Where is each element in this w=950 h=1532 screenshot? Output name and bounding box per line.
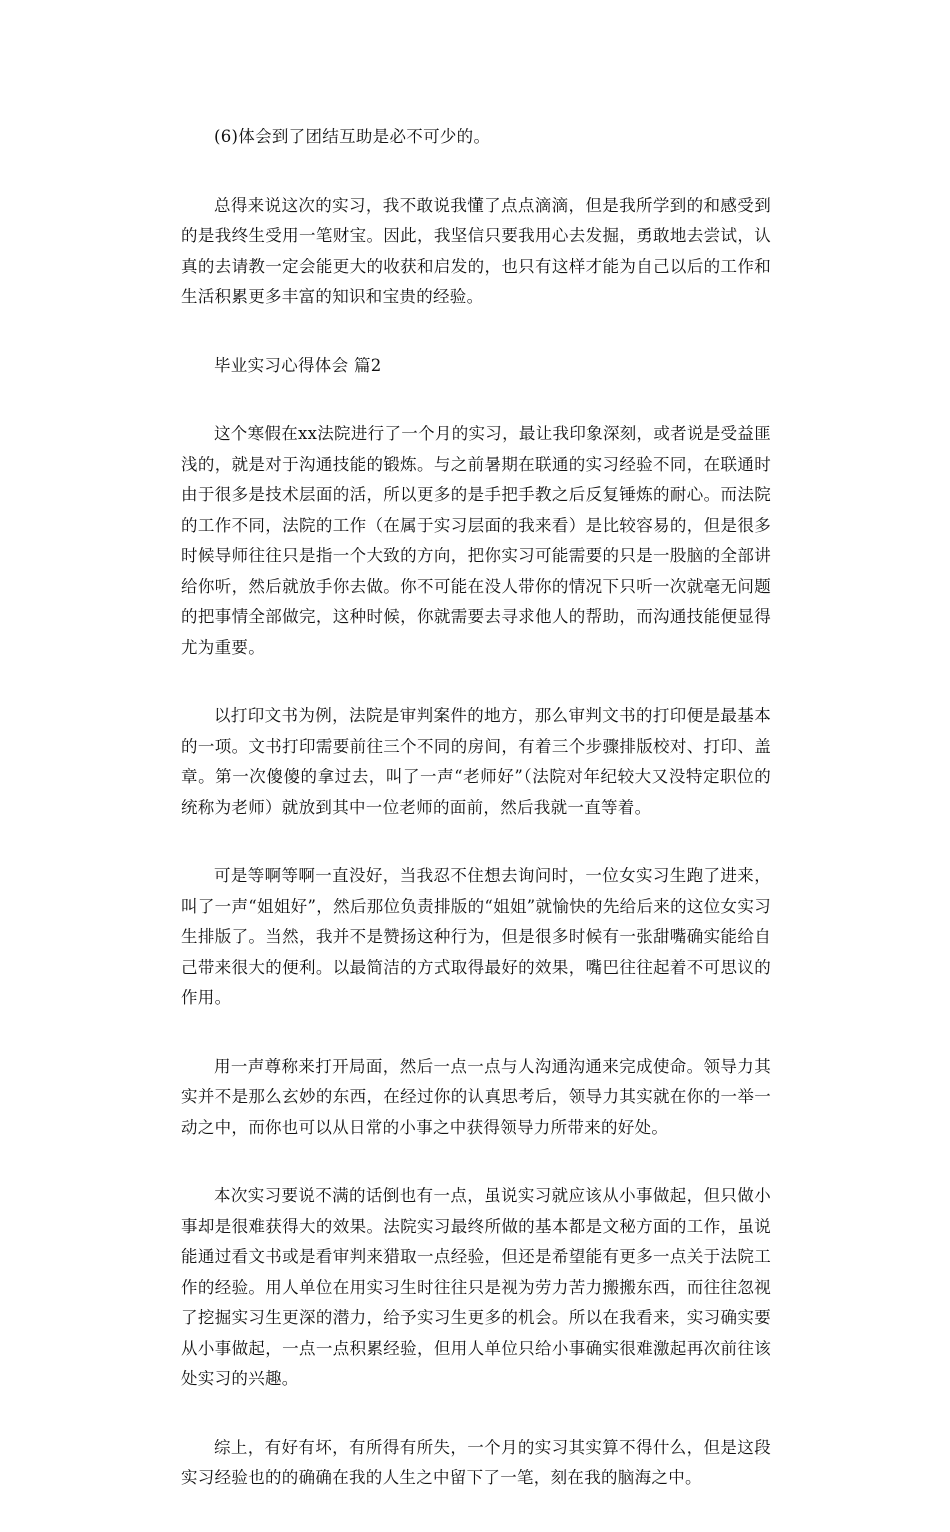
paragraph-summary-point-6: (6)体会到了团结互助是必不可少的。 <box>214 127 491 146</box>
paragraph-dissatisfaction: 本次实习要说不满的话倒也有一点，虽说实习就应该从小事做起，但只做小事却是很难获得大的效果。法院实习最终所做的基本都是文秘方面的工作，虽说能通过看文书或是看审判来猎取一点经验，但还是希望能有更多一点关于法院工作的经验。用人单位在用实习生时往往只是视为劳力苦力搬搬东西，而往往忽视了挖掘实习生更深的潜力，给予实习生更多的机会。所以在我看来，实习确实要从小事做起，一点一点积累经验，但用人单位只给小事确实很难激起再次前往该处实习的兴趣。 <box>181 1186 771 1388</box>
paragraph-printing-documents: 以打印文书为例，法院是审判案件的地方，那么审判文书的打印便是最基本的一项。文书打印需要前往三个不同的房间，有着三个步骤排版校对、打印、盖章。第一次傻傻的拿过去，叫了一声“老师好”（法院对年纪较大又没特定职位的统称为老师）就放到其中一位老师的面前，然后我就一直等着。 <box>181 706 771 817</box>
section-heading: 毕业实习心得体会 篇2 <box>214 355 382 375</box>
paragraph-conclusion: 总得来说这次的实习，我不敢说我懂了点点滴滴，但是我所学到的和感受到的是我终生受用一笔财宝。因此，我坚信只要我用心去发掘，勇敢地去尝试，认真的去请教一定会能更大的收获和启发的，也只有这样才能为自己以后的工作和生活积累更多丰富的知识和宝贵的经验。 <box>181 195 771 306</box>
paragraph-waiting-story: 可是等啊等啊一直没好，当我忍不住想去询问时，一位女实习生跑了进来，叫了一声“姐姐好”，然后那位负责排版的“姐姐”就愉快的先给后来的这位女实习生排版了。当然，我并不是赞扬这种行为，但是很多时候有一张甜嘴确实能给自己带来很大的便利。以最简洁的方式取得最好的效果，嘴巴往往起着不可思议的作用。 <box>181 866 771 1007</box>
document-body <box>181 122 771 1532</box>
paragraph-final-summary: 综上，有好有坏，有所得有所失，一个月的实习其实算不得什么，但是这段实习经验也的的确确在我的人生之中留下了一笔，刻在我的脑海之中。 <box>181 1437 771 1487</box>
paragraph-court-internship: 这个寒假在xx法院进行了一个月的实习，最让我印象深刻，或者说是受益匪浅的，就是对于沟通技能的锻炼。与之前暑期在联通的实习经验不同，在联通时由于很多是技术层面的活，所以更多的是手把手教之后反复锤炼的耐心。而法院的工作不同，法院的工作（在属于实习层面的我来看）是比较容易的，但是很多时候导师往往只是指一个大致的方向，把你实习可能需要的只是一股脑的全部讲给你听，然后就放手你去做。你不可能在没人带你的情况下只听一次就毫无问题的把事情全部做完，这种时候，你就需要去寻求他人的帮助，而沟通技能便显得尤为重要。 <box>181 424 771 657</box>
paragraph-leadership: 用一声尊称来打开局面，然后一点一点与人沟通沟通来完成使命。领导力其实并不是那么玄妙的东西，在经过你的认真思考后，领导力其实就在你的一举一动之中，而你也可以从日常的小事之中获得领导力所带来的好处。 <box>181 1056 771 1137</box>
